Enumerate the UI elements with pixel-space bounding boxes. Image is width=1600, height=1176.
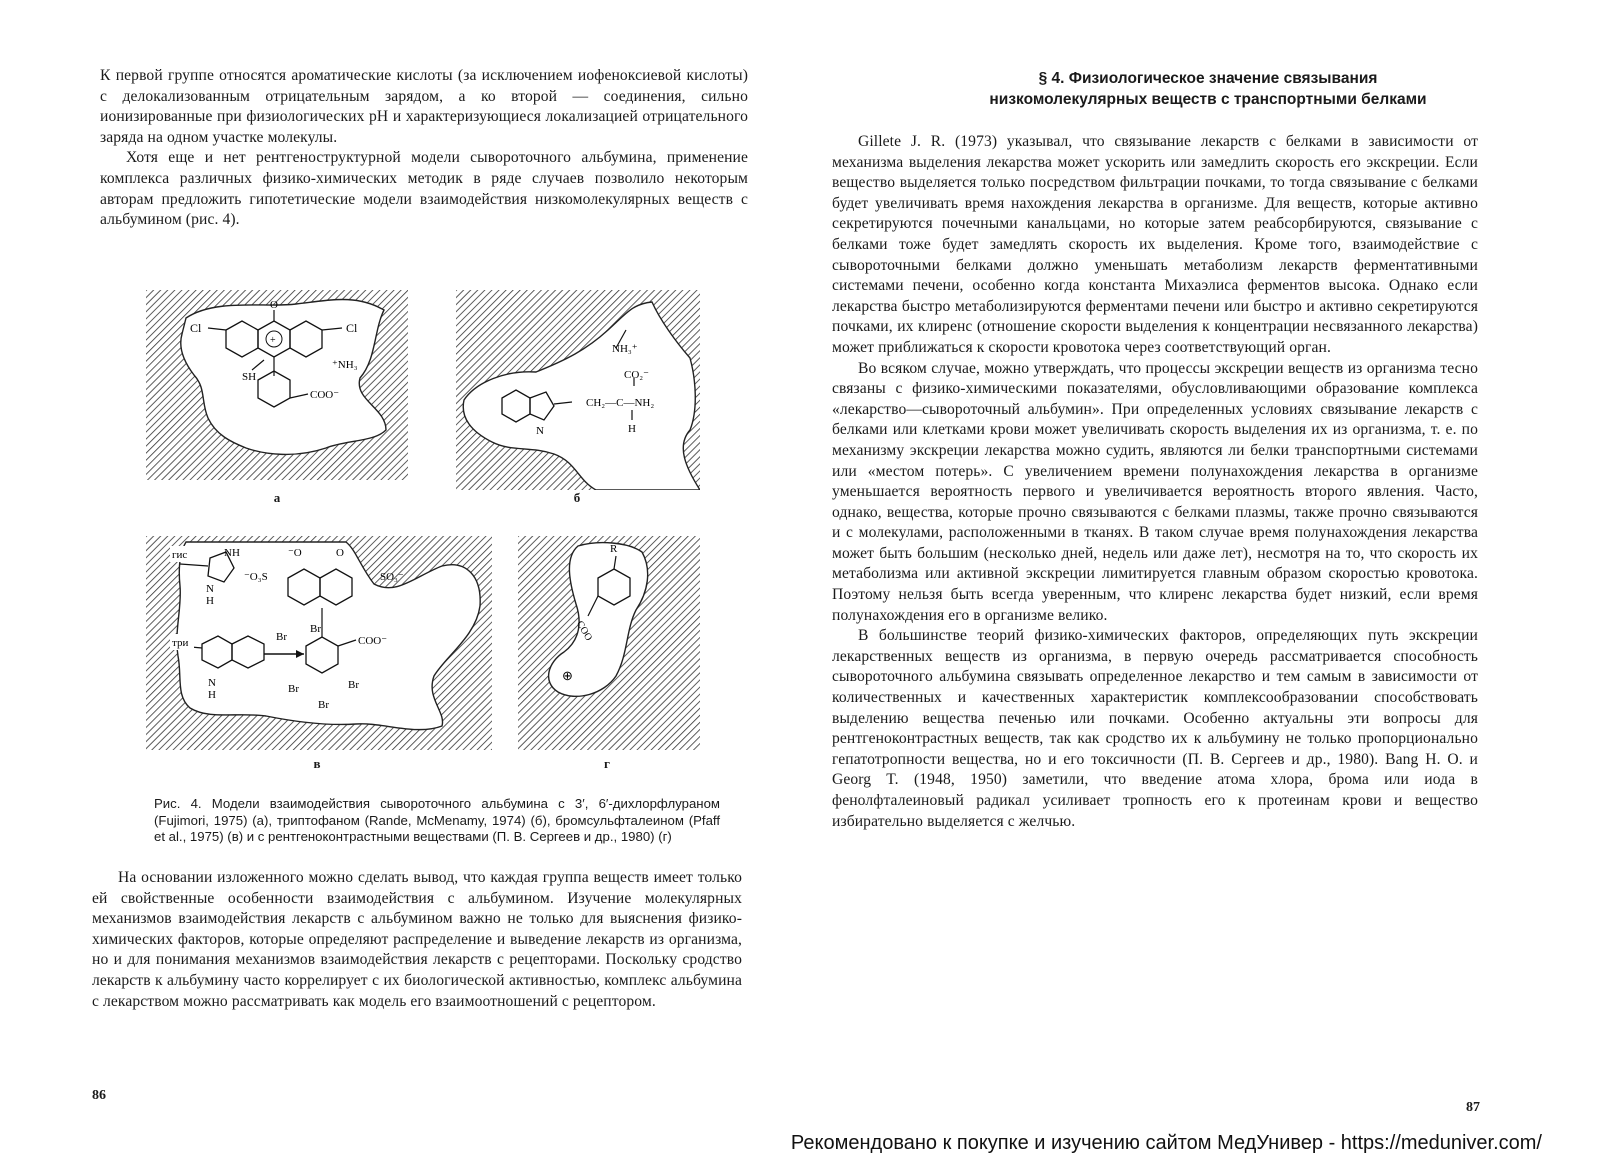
paragraph: Во всяком случае, можно утверждать, что процессы экскреции веществ из организма тесно связаны с физико-химическими показателями, обусловливающими образование комплекса «лекарство—сывороточный альбумин». При определенных условиях связывание лекарств с белками или клетками крови может увеличивать скорость выделения их из организма, т. е. по механизму экскреции лекарства можно судить, являются ли белки транспортными системами или «местом потерь». С увеличением времени полунахождения лекарства в организме уменьшается вероятность первого и увеличивается вероятность второго явления. Часто, однако, вещества, которые прочно связываются с белками плазмы, также прочно связываются и с молекулами, расположенными в тканях. В таком случае время полунахождения лекарства может быть большим (несколько дней, недель или даже лет), несмотря на то, что скорость их метаболизма или активной экскреции лимитируется главным образом скоростью кровотока. Поэтому нельзя быть всегда уверенным, что клиренс лекарства будет низкий, если время полунахождения его в организме велико.	[832, 359, 1478, 624]
right-page	[800, 0, 1600, 1176]
figure-caption: Рис. 4. Модели взаимодействия сывороточного альбумина с 3′, 6′-дихлорфлураном (Fujimori, 1975) (а), триптофаном (Rande, McMenamy, 1974) (б), бромсульфталеином (Pfaff et al., 1975) (в) и с рентгеноконтрастными веществами (П. В. Сергеев и др., 1980) (г)	[154, 796, 720, 844]
figure-panel-a	[146, 290, 408, 485]
section-heading	[888, 68, 1528, 110]
chem-label: N	[208, 677, 216, 689]
chem-label: NH₃⁺	[612, 343, 638, 355]
chem-label: N	[536, 425, 544, 437]
chem-label: COO⁻	[358, 635, 388, 647]
chem-label: CO₂⁻	[624, 369, 649, 381]
chem-label: N	[206, 583, 214, 595]
albumin-model-c	[146, 536, 492, 750]
page-number-right: 87	[1466, 1100, 1480, 1115]
chem-label: SH	[242, 371, 257, 383]
chem-label: R	[610, 543, 618, 555]
chem-label: O	[336, 547, 344, 559]
figure-panel-d	[518, 536, 700, 755]
chem-label: Br	[348, 679, 359, 691]
chem-label: NH	[224, 547, 240, 559]
chem-label: H	[628, 423, 636, 435]
chem-label: Cl	[190, 321, 202, 335]
albumin-model-b	[456, 290, 700, 490]
chem-label: +	[270, 335, 276, 346]
left-text-bottom	[92, 868, 742, 1012]
chem-label: Br	[318, 699, 329, 711]
paragraph: В большинстве теорий физико-химических факторов, определяющих путь экскреции лекарственных веществ из организма, в первую очередь рассматривается способность сывороточного альбумина связывать определенное лекарство и тем самым в зависимости от количественных и качественных характеристик комплексообразовании способствовать выделению вещества печенью или почками. Особенно актуальны эти вопросы для рентгеноконтрастных веществ, так как сродство их к альбумину не только пропорционально гепатотропности вещества, но и его токсичности (П. В. Сергеев и др., 1980). Bang H. O. и Georg T. (1948, 1950) заметили, что введение атома хлора, брома или иода в фенолфталеиновый радикал усиливает тропность его к протеинам крови и вещество избирательно выделяется с желчью.	[832, 627, 1478, 830]
chem-label: ⊕	[562, 668, 573, 683]
albumin-model-a	[146, 290, 408, 480]
chem-label: гис	[172, 549, 188, 561]
paragraph: Gillete J. R. (1973) указывал, что связывание лекарств с белками в зависимости от механизма выделения лекарства может ускорить или замедлить скорость его экскреции. Если вещество выделяется только посредством фильтрации почками, то тогда связывание с белками будет увеличивать время нахождения лекарства в организме. Для веществ, которые активно секретируются почечными канальцами, но которые затем реабсорбируются, связывание с белками тоже будет замедлять скорость их выделения. Кроме того, взаимодействие с сывороточными белками должно уменьшать метаболизм лекарств ферментативными системами печени, особенно когда константа Михаэлиса ферментов высока. Однако если лекарства быстро метаболизируются ферментами печени или быстро и активно секретируются почками, их клиренс (отношение скорости выделения к концентрации несвязанного лекарства) может приближаться к скорости кровотока через соответствующий орган.	[832, 133, 1478, 356]
chem-label: ⁻O₃S	[244, 571, 268, 583]
panel-label-b: б	[573, 490, 581, 505]
heading-line-2: низкомолекулярных веществ с транспортными белками	[989, 91, 1427, 108]
chem-label: H	[206, 595, 214, 607]
panel-label-a: а	[273, 490, 281, 505]
chem-label: Br	[310, 623, 321, 635]
heading-line-1: § 4. Физиологическое значение связывания	[1038, 70, 1378, 87]
figure-panel-b	[456, 290, 700, 495]
right-text	[832, 132, 1478, 832]
figure-panel-c	[146, 536, 492, 755]
paragraph: К первой группе относятся ароматические кислоты (за исключением иофеноксиевой кислоты) с делокализованным отрицательным зарядом, а ко второй — соединения, сильно ионизированные при физиологических pH и характеризующиеся локализацией отрицательного заряда на одном участке молекулы.	[100, 67, 748, 146]
footer-note: Рекомендовано к покупке и изучению сайтом МедУнивер - https://meduniver.com/	[790, 1132, 1542, 1154]
panel-label-c: в	[313, 756, 321, 771]
paragraph: На основании изложенного можно сделать вывод, что каждая группа веществ имеет только ей свойственные особенности взаимодействия с альбумином. Изучение молекулярных механизмов взаимодействия лекарств с альбумином важно не только для выяснения физико-химических факторов, которые определяют распределение и выведение лекарств из организма, но и для понимания механизмов взаимодействия лекарств с рецепторами. Поскольку сродство лекарств к альбумину часто коррелирует с их биологической активностью, комплекс альбумина с лекарством можно рассматривать как модель его взаимоотношений с рецептором.	[92, 869, 742, 1010]
chem-label: O	[270, 299, 278, 311]
chem-label: Cl	[346, 321, 358, 335]
chem-label: три	[172, 637, 189, 649]
panel-label-d: г	[604, 756, 610, 771]
chem-label: Br	[288, 683, 299, 695]
chem-label: SO₃⁻	[380, 571, 404, 583]
left-text-top	[100, 66, 748, 231]
chem-label: H	[208, 689, 216, 701]
page-number-left: 86	[92, 1088, 106, 1103]
chem-label: Br	[276, 631, 287, 643]
chem-label: ⁺NH₃	[332, 359, 358, 371]
paragraph: Хотя еще и нет рентгеноструктурной модели сывороточного альбумина, применение комплекса различных физико-химических методик в ряде случаев позволило некоторым авторам предложить гипотетические модели взаимодействия низкомолекулярных веществ с альбумином (рис. 4).	[100, 149, 748, 229]
chem-label: ⁻O	[288, 547, 302, 559]
chem-label: COO	[573, 619, 595, 643]
chem-label: COO⁻	[310, 389, 340, 401]
chem-label: CH₂—C—NH₂	[586, 397, 655, 409]
albumin-model-d	[518, 536, 700, 750]
